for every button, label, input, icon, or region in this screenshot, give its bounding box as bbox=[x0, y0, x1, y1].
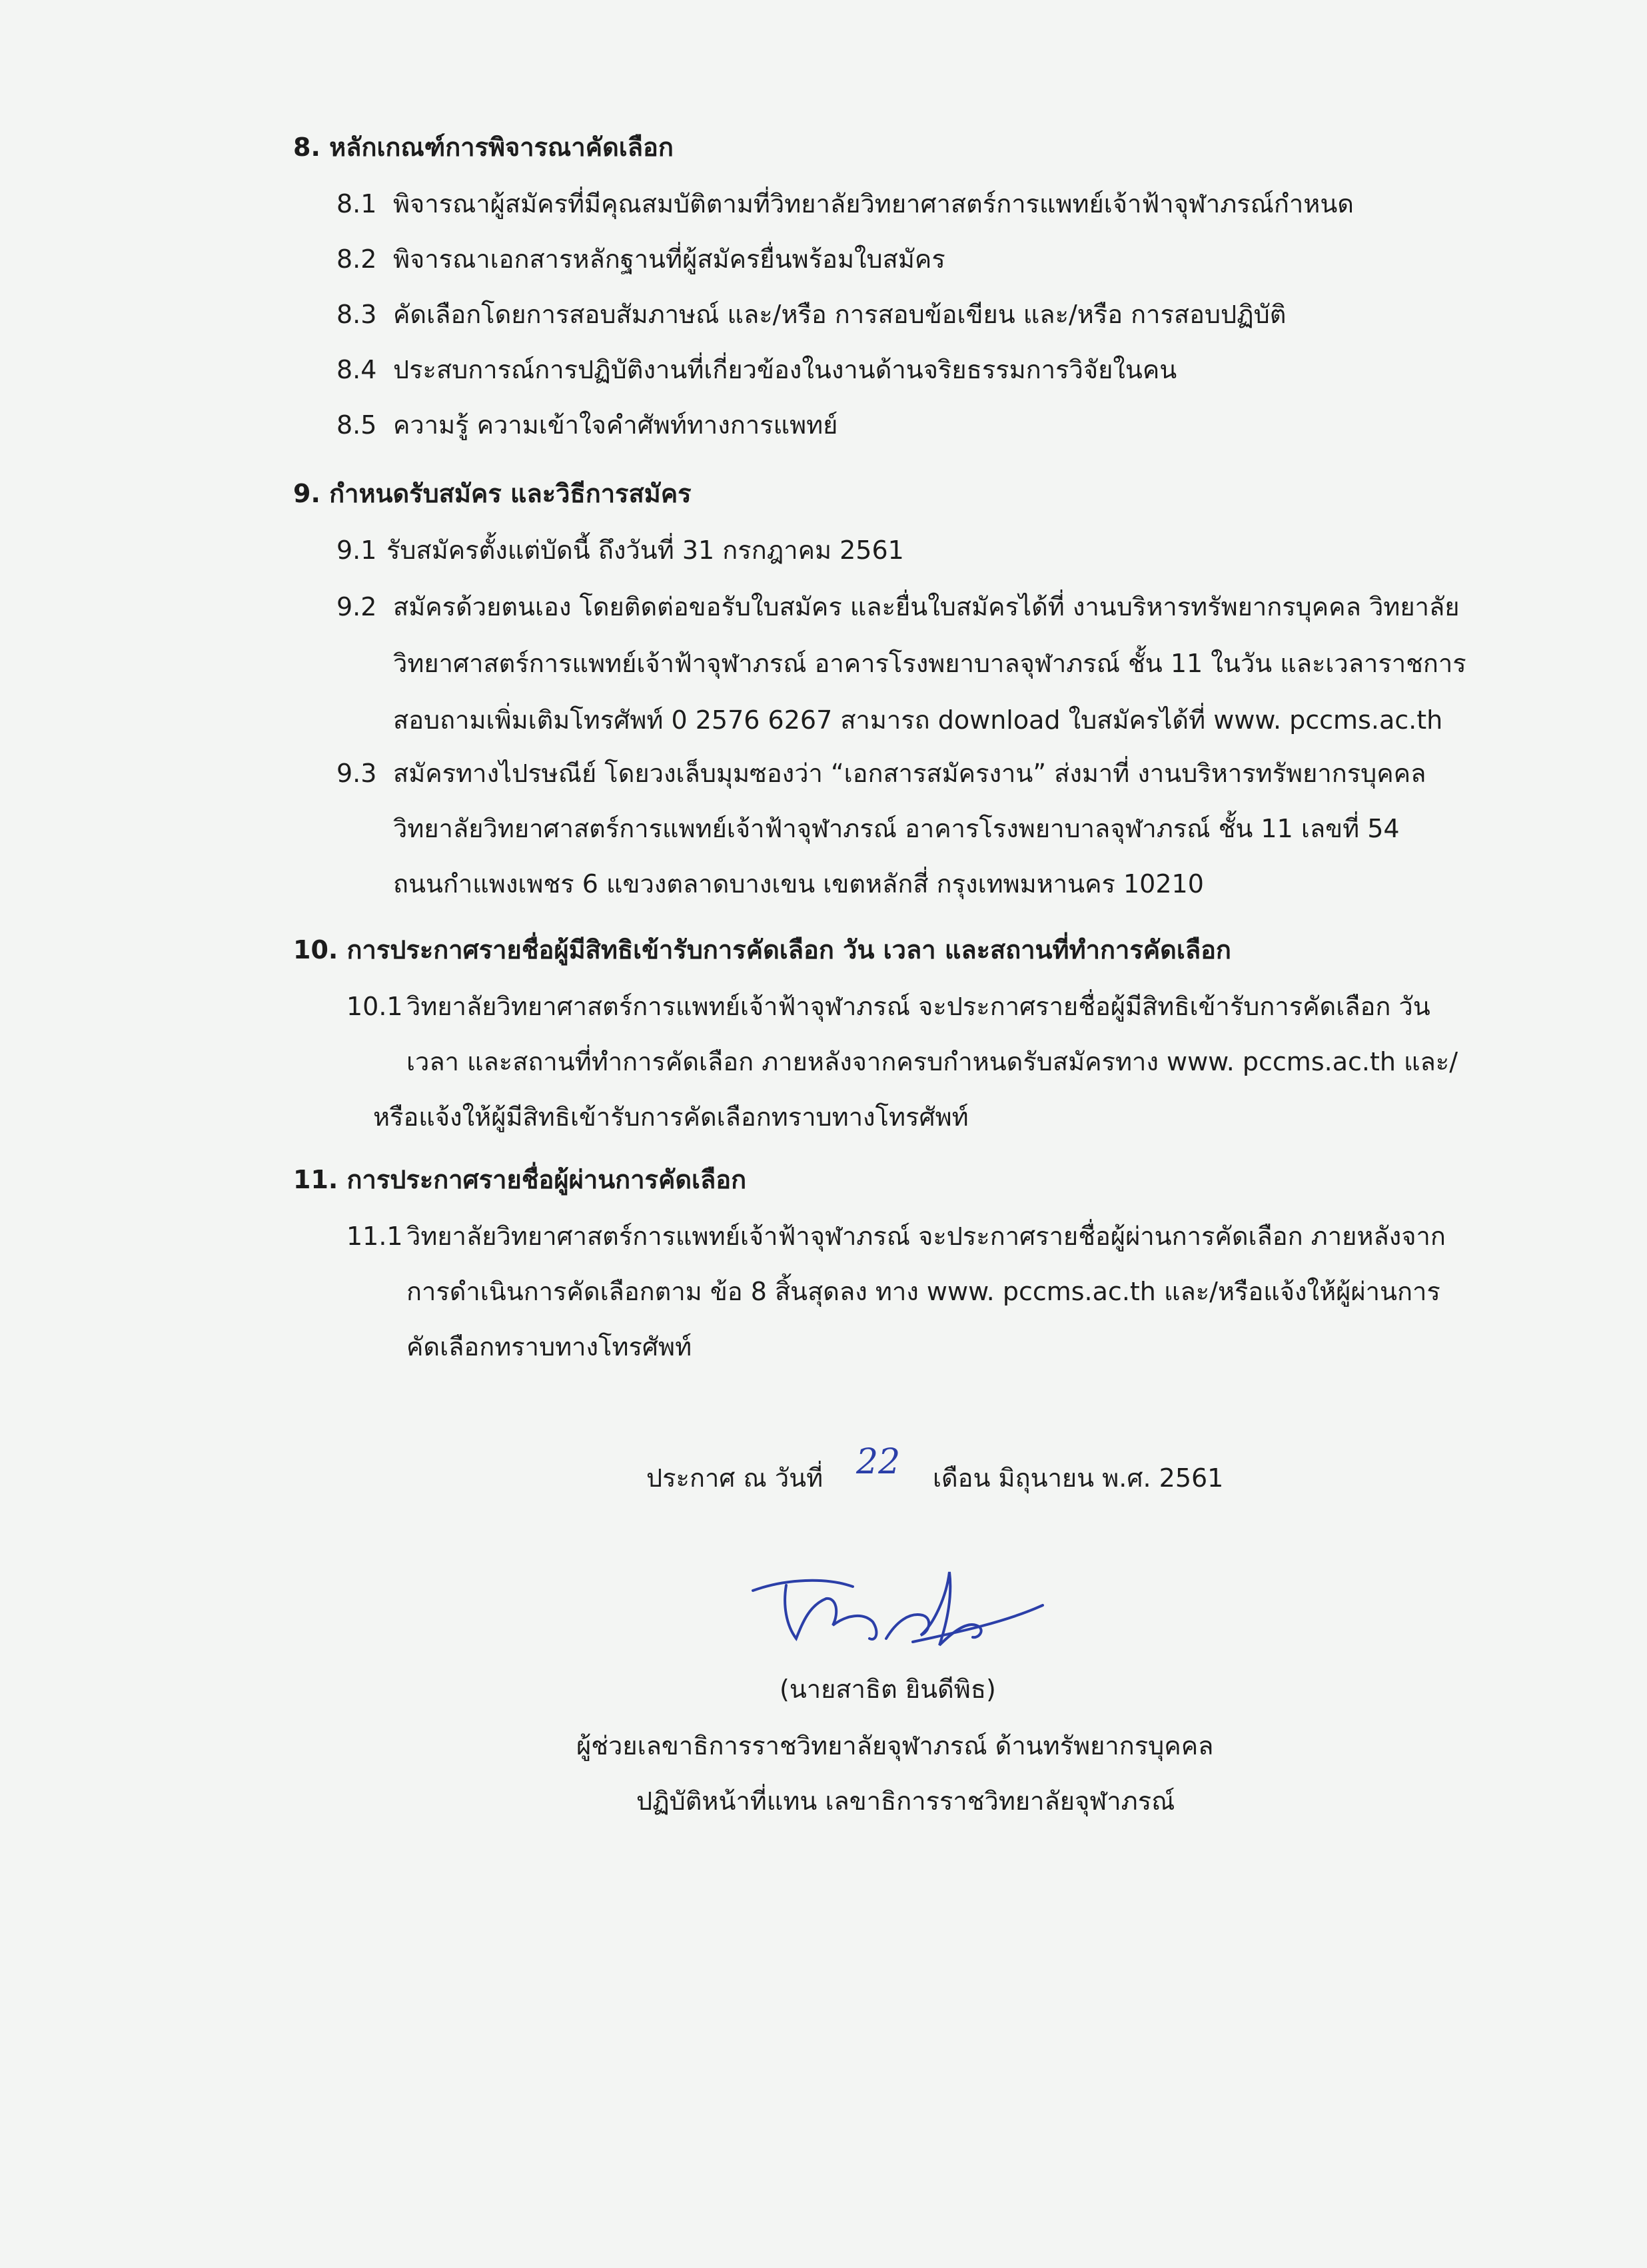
item-text: พิจารณาเอกสารหลักฐานที่ผู้สมัครยื่นพร้อมใบสมัคร bbox=[393, 244, 945, 274]
signer-title-1: ผู้ช่วยเลขาธิการราชวิทยาลัยจุฬาภรณ์ ด้านทรัพยากรบุคคล bbox=[576, 1731, 1214, 1760]
item-number: 8.3 bbox=[336, 300, 377, 329]
item-number: 8.1 bbox=[336, 189, 377, 218]
item-text: ความรู้ ความเข้าใจคำศัพท์ทางการแพทย์ bbox=[393, 410, 838, 440]
item-9-3-line-3: ถนนกำแพงเพชร 6 แขวงตลาดบางเขน เขตหลักสี่ กรุงเทพมหานคร 10210 bbox=[393, 869, 1204, 899]
item-number: 8.2 bbox=[336, 244, 377, 274]
item-text: รับสมัครตั้งแต่บัดนี้ ถึงวันที่ 31 กรกฎาคม 2561 bbox=[386, 536, 904, 565]
item-text: สมัครทางไปรษณีย์ โดยวงเล็บมุมซองว่า “เอกสารสมัครงาน” ส่งมาที่ งานบริหารทรัพยากรบุคคล bbox=[393, 759, 1426, 788]
item-number: 9.3 bbox=[336, 759, 377, 788]
item-9-1 bbox=[336, 530, 904, 570]
item-text: สมัครด้วยตนเอง โดยติดต่อขอรับใบสมัคร และยื่นใบสมัครได้ที่ งานบริหารทรัพยากรบุคคล วิทยาลัย bbox=[393, 592, 1460, 621]
signer-title-2: ปฏิบัติหน้าที่แทน เลขาธิการราชวิทยาลัยจุฬาภรณ์ bbox=[636, 1786, 1175, 1816]
item-text: วิทยาลัยวิทยาศาสตร์การแพทย์เจ้าฟ้าจุฬาภรณ์ จะประกาศรายชื่อผู้มีสิทธิเข้ารับการคัดเลือก วัน bbox=[406, 992, 1430, 1021]
item-9-3 bbox=[336, 753, 1426, 793]
section-11-title: 11. การประกาศรายชื่อผู้ผ่านการคัดเลือก bbox=[293, 1165, 747, 1194]
item-8-5 bbox=[336, 404, 837, 445]
item-text: วิทยาลัยวิทยาศาสตร์การแพทย์เจ้าฟ้าจุฬาภรณ์ จะประกาศรายชื่อผู้ผ่านการคัดเลือก ภายหลังจาก bbox=[406, 1222, 1446, 1251]
item-text: ประสบการณ์การปฏิบัติงานที่เกี่ยวข้องในงานด้านจริยธรรมการวิจัยในคน bbox=[393, 355, 1177, 384]
item-text: คัดเลือกโดยการสอบสัมภาษณ์ และ/หรือ การสอบข้อเขียน และ/หรือ การสอบปฏิบัติ bbox=[393, 300, 1287, 329]
section-9-title: 9. กำหนดรับสมัคร และวิธีการสมัคร bbox=[293, 479, 692, 508]
item-number: 8.4 bbox=[336, 355, 377, 384]
item-number: 8.5 bbox=[336, 410, 377, 440]
signature-scribble bbox=[746, 1559, 1053, 1659]
item-8-1 bbox=[336, 183, 1354, 224]
item-9-2 bbox=[336, 586, 1460, 627]
announce-date-suffix: เดือน มิถุนายน พ.ศ. 2561 bbox=[933, 1463, 1224, 1493]
item-number: 9.1 bbox=[336, 536, 377, 565]
section-10-title: 10. การประกาศรายชื่อผู้มีสิทธิเข้ารับการคัดเลือก วัน เวลา และสถานที่ทำการคัดเลือก bbox=[293, 935, 1231, 964]
item-9-3-line-2: วิทยาลัยวิทยาศาสตร์การแพทย์เจ้าฟ้าจุฬาภรณ์ อาคารโรงพยาบาลจุฬาภรณ์ ชั้น 11 เลขที่ 54 bbox=[393, 814, 1400, 843]
item-number: 11.1 bbox=[346, 1222, 403, 1251]
item-11-1-line-3: คัดเลือกทราบทางโทรศัพท์ bbox=[406, 1332, 692, 1361]
item-number: 9.2 bbox=[336, 592, 377, 621]
item-number: 10.1 bbox=[346, 992, 403, 1021]
item-10-1-line-2: เวลา และสถานที่ทำการคัดเลือก ภายหลังจากครบกำหนดรับสมัครทาง www. pccms.ac.th และ/ bbox=[406, 1047, 1458, 1076]
item-8-4 bbox=[336, 349, 1177, 390]
item-11-1 bbox=[346, 1216, 1446, 1256]
announce-date-prefix: ประกาศ ณ วันที่ bbox=[646, 1463, 824, 1493]
item-9-2-line-3: สอบถามเพิ่มเติมโทรศัพท์ 0 2576 6267 สามารถ download ใบสมัครได้ที่ www. pccms.ac.th bbox=[393, 705, 1443, 735]
item-8-2 bbox=[336, 238, 945, 279]
item-10-1 bbox=[346, 986, 1430, 1026]
announce-day-handwritten: 22 bbox=[856, 1442, 901, 1482]
item-11-1-line-2: การดำเนินการคัดเลือกตาม ข้อ 8 สิ้นสุดลง ทาง www. pccms.ac.th และ/หรือแจ้งให้ผู้ผ่านการ bbox=[406, 1277, 1440, 1306]
item-8-3 bbox=[336, 294, 1286, 334]
item-text: พิจารณาผู้สมัครที่มีคุณสมบัติตามที่วิทยาลัยวิทยาศาสตร์การแพทย์เจ้าฟ้าจุฬาภรณ์กำหนด bbox=[393, 189, 1354, 218]
item-10-1-line-3: หรือแจ้งให้ผู้มีสิทธิเข้ารับการคัดเลือกทราบทางโทรศัพท์ bbox=[373, 1102, 969, 1132]
signer-name: (นายสาธิต ยินดีพิธ) bbox=[780, 1675, 996, 1704]
section-8-title: 8. หลักเกณฑ์การพิจารณาคัดเลือก bbox=[293, 133, 674, 162]
item-9-2-line-2: วิทยาศาสตร์การแพทย์เจ้าฟ้าจุฬาภรณ์ อาคารโรงพยาบาลจุฬาภรณ์ ชั้น 11 ในวัน และเวลาราชการ bbox=[393, 649, 1466, 678]
